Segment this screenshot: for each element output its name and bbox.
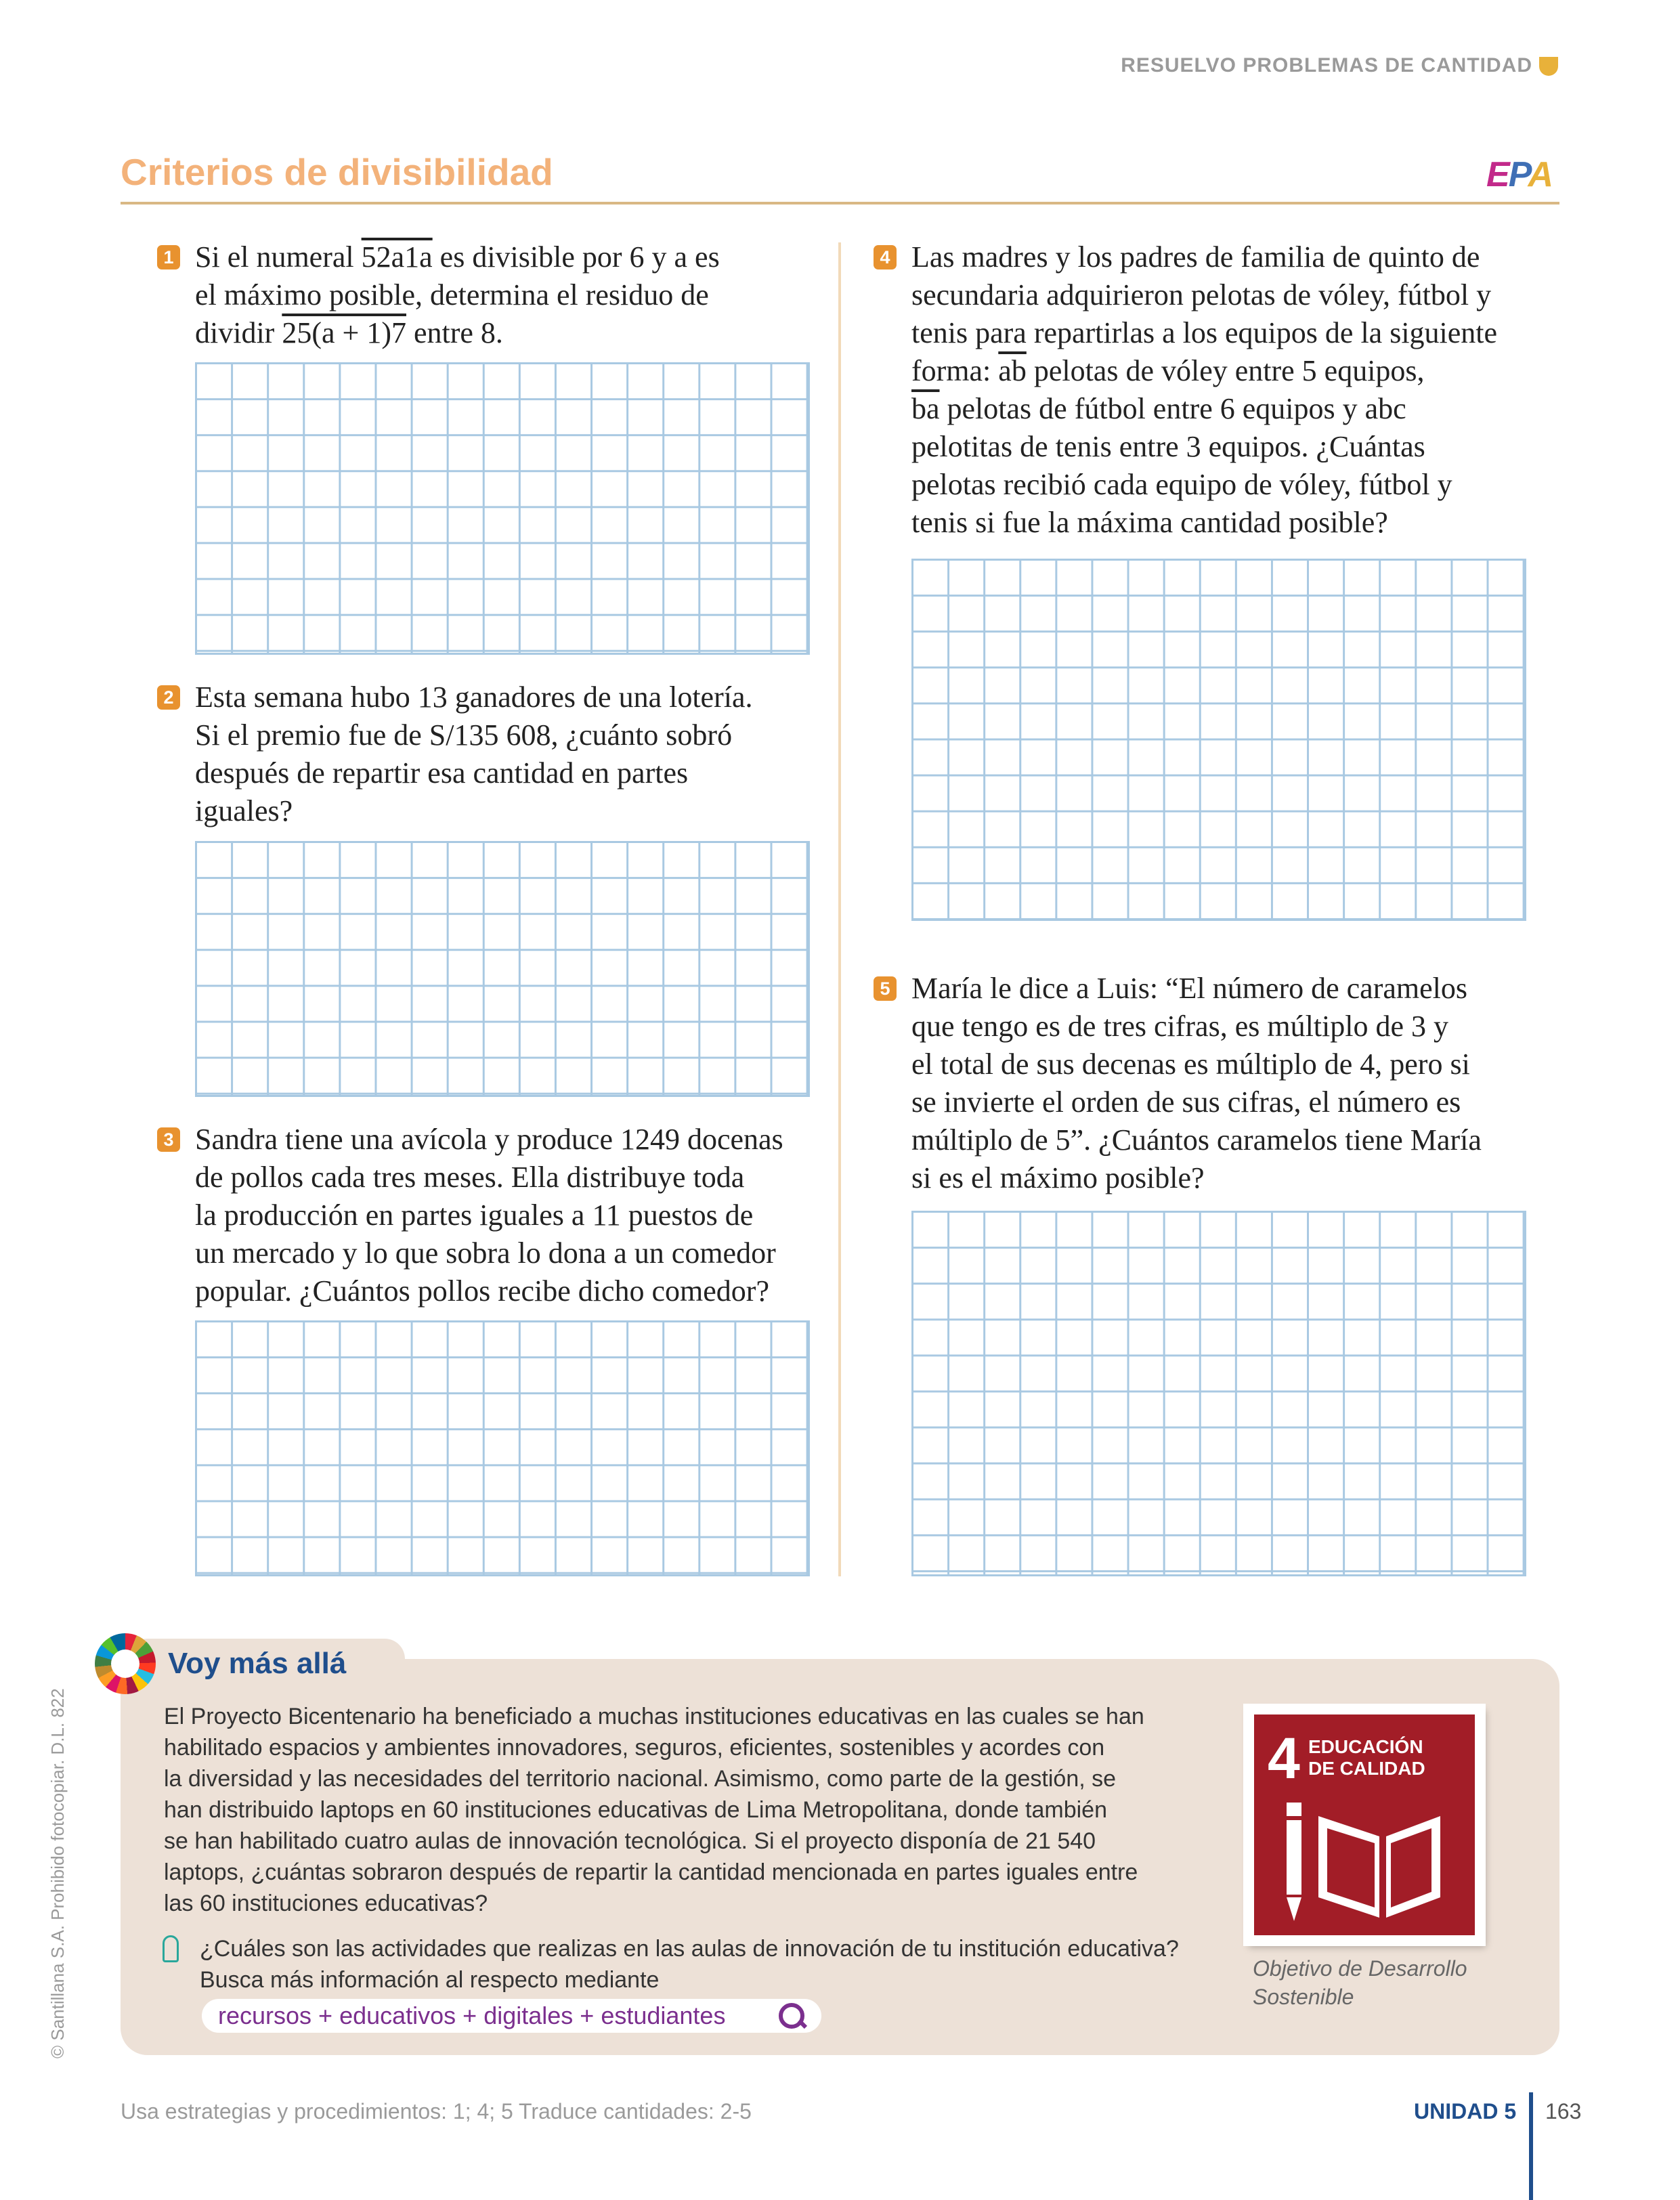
sdg-card xyxy=(1246,1706,1483,1943)
grid-workspace-5[interactable] xyxy=(911,1211,1526,1576)
sdg-label: EDUCACIÓN DE CALIDAD xyxy=(1308,1736,1425,1779)
unit-label: UNIDAD 5 xyxy=(1414,2099,1517,2123)
voy-title: Voy más allá xyxy=(168,1647,347,1680)
search-icon[interactable] xyxy=(779,2003,804,2029)
page-bar xyxy=(1529,2092,1533,2200)
problem-2-text: Esta semana hubo 13 ganadores de una lotería. Si el premio fue de S/135 608, ¿cuánto sobró después de repartir esa cantidad en partes iguales? xyxy=(195,681,753,827)
problem-1-line: Si el numeral 52a1a es divisible por 6 y a es xyxy=(195,240,720,274)
problem-number-2: 2 xyxy=(157,685,180,710)
section-marker-icon xyxy=(1539,57,1558,76)
problem-number-4: 4 xyxy=(874,245,897,269)
title-rule xyxy=(121,202,1559,204)
footer-competency-2: Traduce cantidades: 2-5 xyxy=(519,2099,752,2123)
section-header: RESUELVO PROBLEMAS DE CANTIDAD xyxy=(1121,54,1532,77)
problem-4-text: Las madres y los padres de familia de quinto de secundaria adquirieron pelotas de vóley, fútbol y tenis para repartirlas a los equipos de la siguiente forma: $\overline{ab}$ pelotas de vóley entre 5 equipos, $\overline{ba}$ pelotas de fútbol entre 6 equipos y abc pelotitas de tenis entre 3 equipos. ¿Cuántas pelotas recibió cada equipo de vóley, fútbol y tenis si fue la máxima cantidad posible? xyxy=(911,240,1498,539)
copyright-note: © Santillana S.A. Prohibido fotocopiar. D.L. 822 xyxy=(47,1688,68,2058)
problem-number-1: 1 xyxy=(157,245,180,269)
search-query[interactable]: recursos + educativos + digitales + estudiantes xyxy=(218,2002,726,2029)
page-title: Criterios de divisibilidad xyxy=(121,151,553,193)
voy-paragraph: El Proyecto Bicentenario ha beneficiado a muchas instituciones educativas en las cuales se han habilitado espacios y ambientes innovadores, seguros, eficientes, sostenibles y acordes con la diversidad y las necesidades del territorio nacional. Asimismo, como parte de la gestión, se han distribuido laptops en 60 instituciones educativas de Lima Metropolitana, donde también se han habilitado cuatro aulas de innovación tecnológica. Si el proyecto disponía de 21 540 laptops, ¿cuántas sobraron después de repartir la cantidad mencionada en partes iguales entre las 60 instituciones educativas? xyxy=(164,1704,1144,1916)
problem-number-5: 5 xyxy=(874,976,897,1001)
sdg-number: 4 xyxy=(1268,1726,1300,1791)
problem-5-text: María le dice a Luis: “El número de caramelos que tengo es de tres cifras, es múltiplo de 3 y el total de sus decenas es múltiplo de 4, pero si se invierte el orden de sus cifras, el número es múltiplo de 5”. ¿Cuántos caramelos tiene María si es el máximo posible? xyxy=(911,972,1482,1194)
sdg-caption: Objetivo de Desarrollo Sostenible xyxy=(1253,1956,1467,2009)
footer-competency-1: Usa estrategias y procedimientos: 1; 4; 5 xyxy=(121,2099,513,2123)
problem-1-text xyxy=(195,238,825,352)
grid-workspace-2[interactable] xyxy=(195,841,810,1097)
grid-workspace-1[interactable] xyxy=(195,362,810,655)
column-divider xyxy=(838,242,841,1576)
problem-1-line: dividir 25(a + 1)7 entre 8. xyxy=(195,316,503,349)
page-number: 163 xyxy=(1545,2099,1582,2123)
book-pencil-icon xyxy=(1281,1803,1450,1924)
lightbulb-icon xyxy=(163,1935,179,1962)
grid-workspace-3[interactable] xyxy=(195,1320,810,1576)
epa-logo: EPA xyxy=(1486,155,1553,194)
problem-number-3: 3 xyxy=(157,1127,180,1152)
grid-workspace-4[interactable] xyxy=(911,559,1526,921)
voy-question: ¿Cuáles son las actividades que realizas en las aulas de innovación de tu institución educativa? Busca más información al respecto mediante xyxy=(200,1936,1179,1993)
problem-1-line: el máximo posible, determina el residuo de xyxy=(195,278,709,311)
sdg-wheel-icon xyxy=(95,1633,156,1694)
problem-3-text: Sandra tiene una avícola y produce 1249 docenas de pollos cada tres meses. Ella distribuye toda la producción en partes iguales a 11 puestos de un mercado y lo que sobra lo dona a un comedor popular. ¿Cuántos pollos recibe dicho comedor? xyxy=(195,1123,783,1308)
